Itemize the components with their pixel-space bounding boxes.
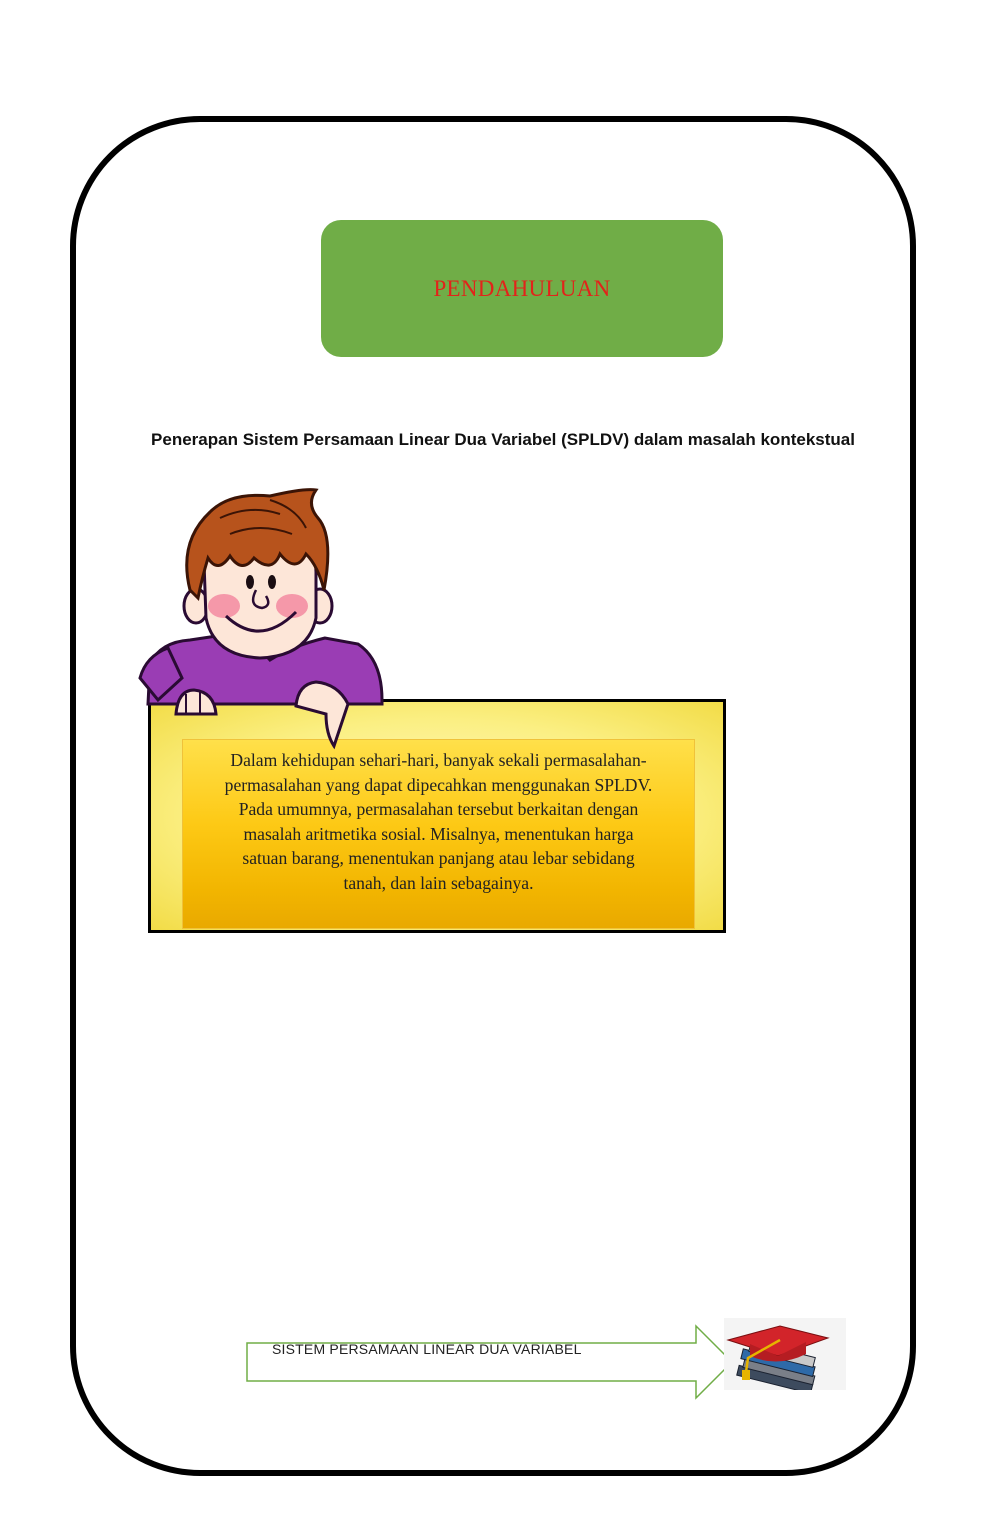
- board-line: masalah aritmetika sosial. Misalnya, menentukan harga: [243, 823, 634, 844]
- board-line: permasalahan yang dapat dipecahkan menggunakan SPLDV.: [224, 774, 653, 795]
- board-line: Dalam kehidupan sehari-hari, banyak sekali permasalahan-: [230, 750, 647, 770]
- board-line: tanah, dan lain sebagainya.: [343, 872, 534, 893]
- footer-label: SISTEM PERSAMAAN LINEAR DUA VARIABEL: [272, 1341, 582, 1357]
- arrow-banner-icon: [244, 1323, 734, 1401]
- board-line: Pada umumnya, permasalahan tersebut berkaitan dengan: [238, 799, 639, 819]
- title-box: [321, 220, 723, 357]
- board-line: satuan barang, menentukan panjang atau lebar sebidang: [242, 848, 635, 868]
- cartoon-boy-icon: [120, 478, 420, 758]
- board-text: [182, 748, 695, 895]
- graduation-cap-books-icon: [724, 1318, 846, 1390]
- subtitle: Penerapan Sistem Persamaan Linear Dua Variabel (SPLDV) dalam masalah kontekstual: [151, 430, 855, 449]
- page-title: PENDAHULUAN: [433, 275, 611, 301]
